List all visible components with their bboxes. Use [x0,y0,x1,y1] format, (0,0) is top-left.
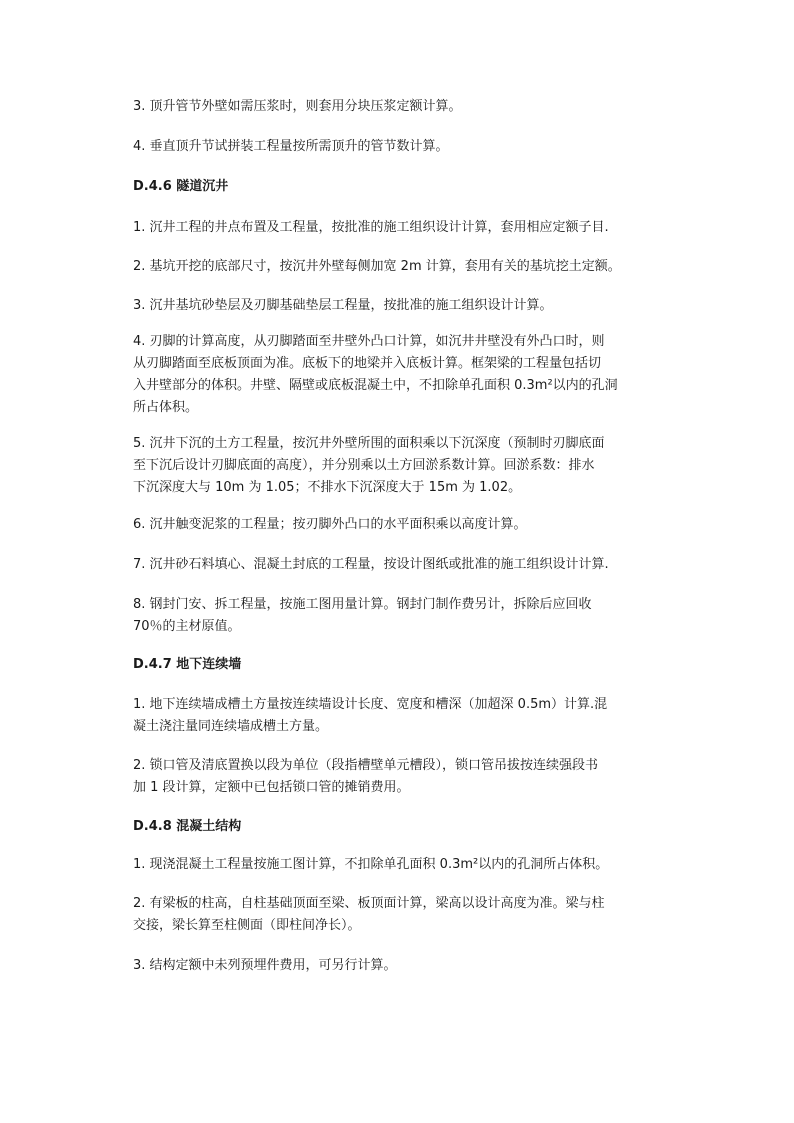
text-line: 入井壁部分的体积。井壁、隔壁或底板混凝土中，不扣除单孔面积 0.3m²以内的孔洞 [133,378,618,393]
paragraph [133,96,665,118]
paragraph [133,514,665,536]
text-line: 1. 现浇混凝土工程量按施工图计算，不扣除单孔面积 0.3m²以内的孔洞所占体积。 [133,857,609,872]
section-heading: D.4.6 隧道沉井 [133,179,229,194]
text-line: 3. 顶升管节外壁如需压浆时，则套用分块压浆定额计算。 [133,99,462,114]
paragraph [133,217,665,239]
text-line: 2. 有梁板的柱高，自柱基础顶面至梁、板顶面计算，梁高以设计高度为准。梁与柱 [133,896,605,911]
paragraph [133,755,665,799]
text-line: 7. 沉井砂石料填心、混凝土封底的工程量，按设计图纸或批准的施工组织设计计算. [133,557,609,572]
section-heading: D.4.8 混凝土结构 [133,819,242,834]
text-line: 70％的主材原值。 [133,619,241,634]
text-line: 1. 沉井工程的井点布置及工程量，按批准的施工组织设计计算，套用相应定额子目. [133,220,609,235]
text-line: 6. 沉井触变泥浆的工程量；按刃脚外凸口的水平面积乘以高度计算。 [133,517,527,532]
text-line: 至下沉后设计刃脚底面的高度），并分别乘以土方回淤系数计算。回淤系数：排水 [133,458,595,473]
text-line: 凝土浇注量同连续墙成槽土方量。 [133,719,329,734]
text-line: 2. 基坑开挖的底部尺寸，按沉井外壁每侧加宽 2m 计算，套用有关的基坑挖土定额。 [133,259,621,274]
text-line: 1. 地下连续墙成槽土方量按连续墙设计长度、宽度和槽深（加超深 0.5m）计算.混 [133,697,608,712]
text-line: 2. 锁口管及清底置换以段为单位（段指槽壁单元槽段），锁口管吊拔按连续强段书 [133,758,599,773]
paragraph [133,331,665,419]
text-line: 3. 沉井基坑砂垫层及刃脚基础垫层工程量，按批准的施工组织设计计算。 [133,298,553,313]
text-line: 8. 钢封门安、拆工程量，按施工图用量计算。钢封门制作费另计，拆除后应回收 [133,597,592,612]
paragraph [133,594,665,638]
text-line: 从刃脚踏面至底板顶面为准。底板下的地梁并入底板计算。框架梁的工程量包括切 [133,356,602,371]
paragraph [133,854,665,876]
section-heading: D.4.7 地下连续墙 [133,657,242,672]
paragraph [133,433,665,499]
text-line: 下沉深度大与 10m 为 1.05；不排水下沉深度大于 15m 为 1.02。 [133,480,522,495]
text-line: 5. 沉井下沉的土方工程量，按沉井外壁所围的面积乘以下沉深度（预制时刃脚底面 [133,436,605,451]
paragraph [133,893,665,937]
paragraph [133,295,665,317]
text-line: 交接，梁长算至柱侧面（即柱间净长）。 [133,918,361,933]
text-line: 4. 刃脚的计算高度，从刃脚踏面至井壁外凸口计算，如沉井井壁没有外凸口时，则 [133,334,605,349]
paragraph [133,136,665,158]
paragraph [133,955,665,977]
paragraph [133,554,665,576]
text-line: 加 1 段计算，定额中已包括锁口管的摊销费用。 [133,780,410,795]
text-line: 4. 垂直顶升节试拼装工程量按所需顶升的管节数计算。 [133,139,449,154]
text-line: 所占体积。 [133,400,199,415]
paragraph [133,256,665,278]
paragraph [133,694,665,738]
text-line: 3. 结构定额中未列预埋件费用，可另行计算。 [133,958,397,973]
